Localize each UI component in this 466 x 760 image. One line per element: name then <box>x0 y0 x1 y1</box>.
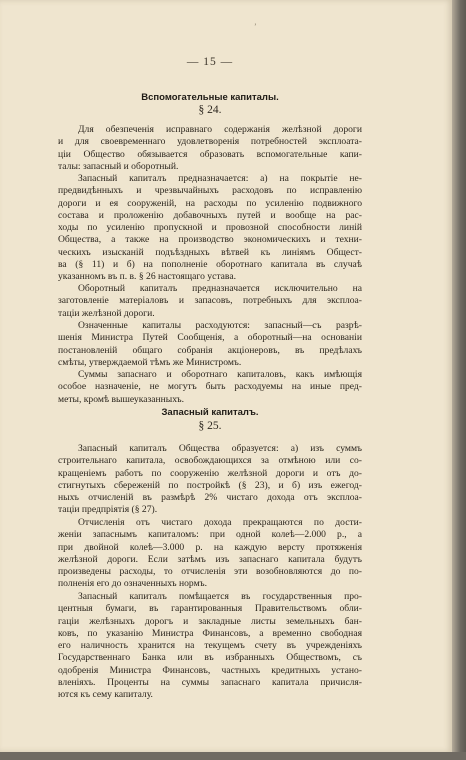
text-line: Запасный капиталъ предназначается: а) на покрытіе не- <box>78 173 362 184</box>
text-line: предвидѣнныхъ и чрезвычайныхъ расходовъ по исправленію <box>58 185 362 197</box>
text-line: Оборотный капиталъ предназначается исключительно на <box>78 283 362 294</box>
paragraph <box>58 443 362 517</box>
text-line: одобренія Министра Финансовъ, частныхъ кредитныхъ устано- <box>58 664 362 676</box>
text-line: особое назначеніе, не могутъ быть расходуемы на иные пред- <box>58 381 362 393</box>
text-line: Государственнаго Банка или въ избранныхъ Обществомъ, съ <box>58 652 362 664</box>
text-line: желѣзной дороги. Если затѣмъ изъ запаснаго капитала будутъ <box>58 553 362 565</box>
text-line: талы: запасный и оборотный. <box>58 160 179 172</box>
page-bottom-edge <box>0 752 466 760</box>
ink-speck: ʼ <box>254 22 257 31</box>
text-line: стигнутыхъ сбереженій по постройкѣ (§ 23), и б) изъ ежегод- <box>58 479 362 491</box>
text-line: гаціи желѣзныхъ дорогъ и закладные листы земельныхъ бан- <box>58 615 362 627</box>
text-line: Запасный капиталъ помѣщается въ государственныя про- <box>78 591 362 602</box>
text-line: постановленій общаго собранія акціонеровъ, въ предѣлахъ <box>58 344 362 356</box>
text-line: Общества, а также на производство экономическихъ и техни- <box>58 234 362 246</box>
text-line: смѣты, утверждаемой тѣмъ же Министромъ. <box>58 356 242 368</box>
text-line: Для обезпеченія исправнаго содержанія желѣзной дороги <box>78 124 362 135</box>
text-line: меты, кромѣ вышеуказанныхъ. <box>58 393 185 405</box>
text-line: ческихъ изысканій подъѣздныхъ вѣтвей къ линіямъ Общест- <box>58 246 362 258</box>
text-line: Означенные капиталы расходуются: запасный—съ разрѣ- <box>78 320 362 331</box>
text-line: Отчисленія отъ чистаго дохода прекращаются по дости- <box>78 517 362 528</box>
text-line: таціи желѣзной дороги. <box>58 307 155 319</box>
paragraph <box>58 320 362 369</box>
text-line: ціи Общество обязывается образовать вспомогательные капи- <box>58 148 362 160</box>
text-line: указанномъ въ п. в. § 26 настоящаго устава. <box>58 271 236 282</box>
text-line: ва (§ 11) и б) на пополненіе оборотнаго капитала въ случаѣ <box>58 258 362 270</box>
text-line: его наличность хранится на текущемъ счету въ учрежденіяхъ <box>58 640 362 651</box>
text-line: и для своевременнаго удовлетворенія потребностей эксплоата- <box>58 136 362 148</box>
paragraph <box>58 591 362 701</box>
text-line: таціи предпріятія (§ 27). <box>58 504 158 516</box>
text-line: центныя бумаги, въ гарантированныя Правительствомъ обли- <box>58 603 362 615</box>
text-line: ныхъ отчисленій въ размѣрѣ 2% чистаго дохода отъ эксплоа- <box>58 492 362 503</box>
section-heading-reserve-capital: Запасный капиталъ. <box>161 407 259 418</box>
text-line: полненія его до означенныхъ нормъ. <box>58 578 208 590</box>
paragraph-symbol-25: § 25. <box>198 420 222 432</box>
text-line: дороги и ея сооруженій, на расходы по усиленію подвижного <box>58 197 362 209</box>
text-line: при двойной колеѣ—3.000 р. на каждую версту протяженія <box>58 541 362 553</box>
text-line: ковъ, по указанію Министра Финансовъ, а временно свободная <box>58 627 362 639</box>
paragraph <box>58 124 362 173</box>
text-line: заготовленіе матеріаловъ и запасовъ, потребныхъ для эксплоа- <box>58 295 362 307</box>
text-line: шенія Министра Путей Сообщенія, а оборотный—на основаніи <box>58 332 362 344</box>
text-line: ются къ сему капиталу. <box>58 689 153 700</box>
paragraph <box>58 283 362 320</box>
section-heading-auxiliary-capitals: Вспомогательные капиталы. <box>141 92 279 103</box>
text-line: произведены расходы, то отчисленія эти возобновляются до по- <box>58 566 362 577</box>
text-line: строительнаго капитала, освобождающихся за отмѣною или со- <box>58 455 362 467</box>
text-line: Суммы запаснаго и оборотнаго капиталовъ, какъ имѣющія <box>78 369 362 380</box>
page-edge <box>452 0 466 760</box>
text-line: вленіяхъ. Проценты на суммы запаснаго капитала причисля- <box>58 676 362 688</box>
text-line: состава и проложенію добавочныхъ путей и вообще на рас- <box>58 209 362 221</box>
paragraph <box>58 517 362 591</box>
text-line: Запасный капиталъ Общества образуется: а) изъ суммъ <box>78 443 362 454</box>
paragraph-symbol-24: § 24. <box>198 104 222 116</box>
text-line: женіи запаснымъ капиталомъ: при одной колеѣ—2.000 р., а <box>58 529 362 541</box>
paragraph <box>58 173 362 283</box>
text-line: кращеніемъ работъ по сооруженію желѣзной дороги и отъ до- <box>58 467 362 479</box>
page-number: — 15 — <box>186 56 234 68</box>
paragraph <box>58 369 362 406</box>
text-line: ходы по усиленію пропускной и провозной способности линій <box>58 222 362 233</box>
